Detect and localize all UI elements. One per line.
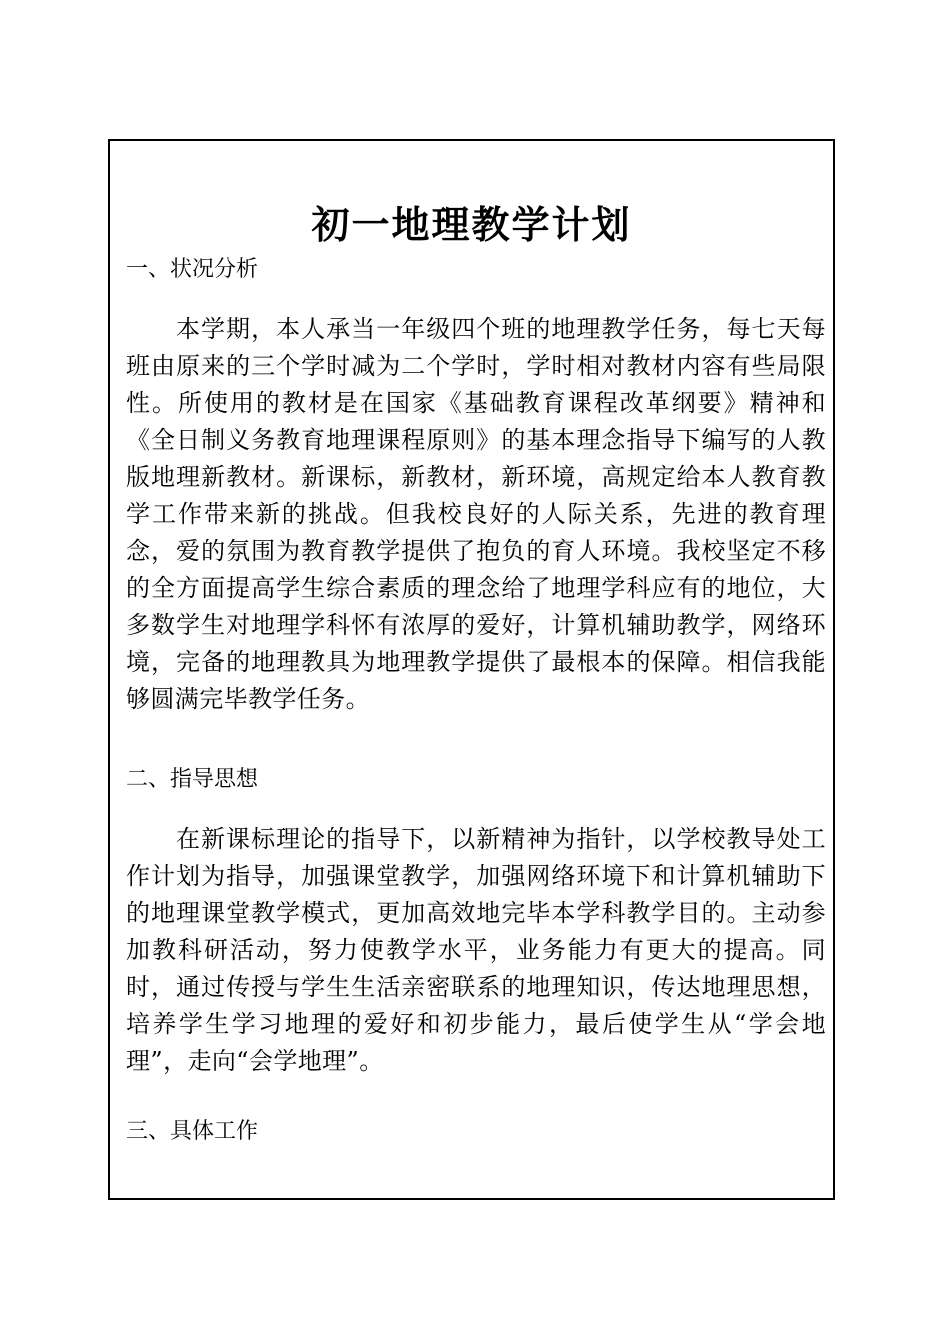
document-title: 初一地理教学计划 bbox=[311, 202, 632, 247]
section-paragraph-guiding-ideology: 在新课标理论的指导下，以新精神为指针，以学校教导处工作计划为指导，加强课堂教学，加强网络环境下和计算机辅助下的地理课堂教学模式，更加高效地完毕本学科教学目的。主动参加教科研活动，努力使教学水平，业务能力有更大的提高。同时，通过传授与学生生活亲密联系的地理知识，传达地理思想，培养学生学习地理的爱好和初步能力，最后使学生从“学会地理”，走向“会学地理”。 bbox=[126, 825, 826, 1075]
section-paragraph-situation-analysis: 本学期，本人承当一年级四个班的地理教学任务，每七天每班由原来的三个学时减为二个学时，学时相对教材内容有些局限性。所使用的教材是在国家《基础教育课程改革纲要》精神和《全日制义务教育地理课程原则》的基本理念指导下编写的人教版地理新教材。新课标，新教材，新环境，高规定给本人教育教学工作带来新的挑战。但我校良好的人际关系，先进的教育理念，爱的氛围为教育教学提供了抱负的育人环境。我校坚定不移的全方面提高学生综合素质的理念给了地理学科应有的地位，大多数学生对地理学科怀有浓厚的爱好，计算机辅助教学，网络环境，完备的地理教具为地理教学提供了最根本的保障。相信我能够圆满完毕教学任务。 bbox=[126, 315, 826, 713]
section-heading-situation-analysis: 一、状况分析 bbox=[126, 257, 259, 282]
section-heading-guiding-ideology: 二、指导思想 bbox=[126, 767, 259, 792]
section-heading-specific-work: 三、具体工作 bbox=[126, 1119, 259, 1144]
document-frame bbox=[108, 139, 835, 1200]
